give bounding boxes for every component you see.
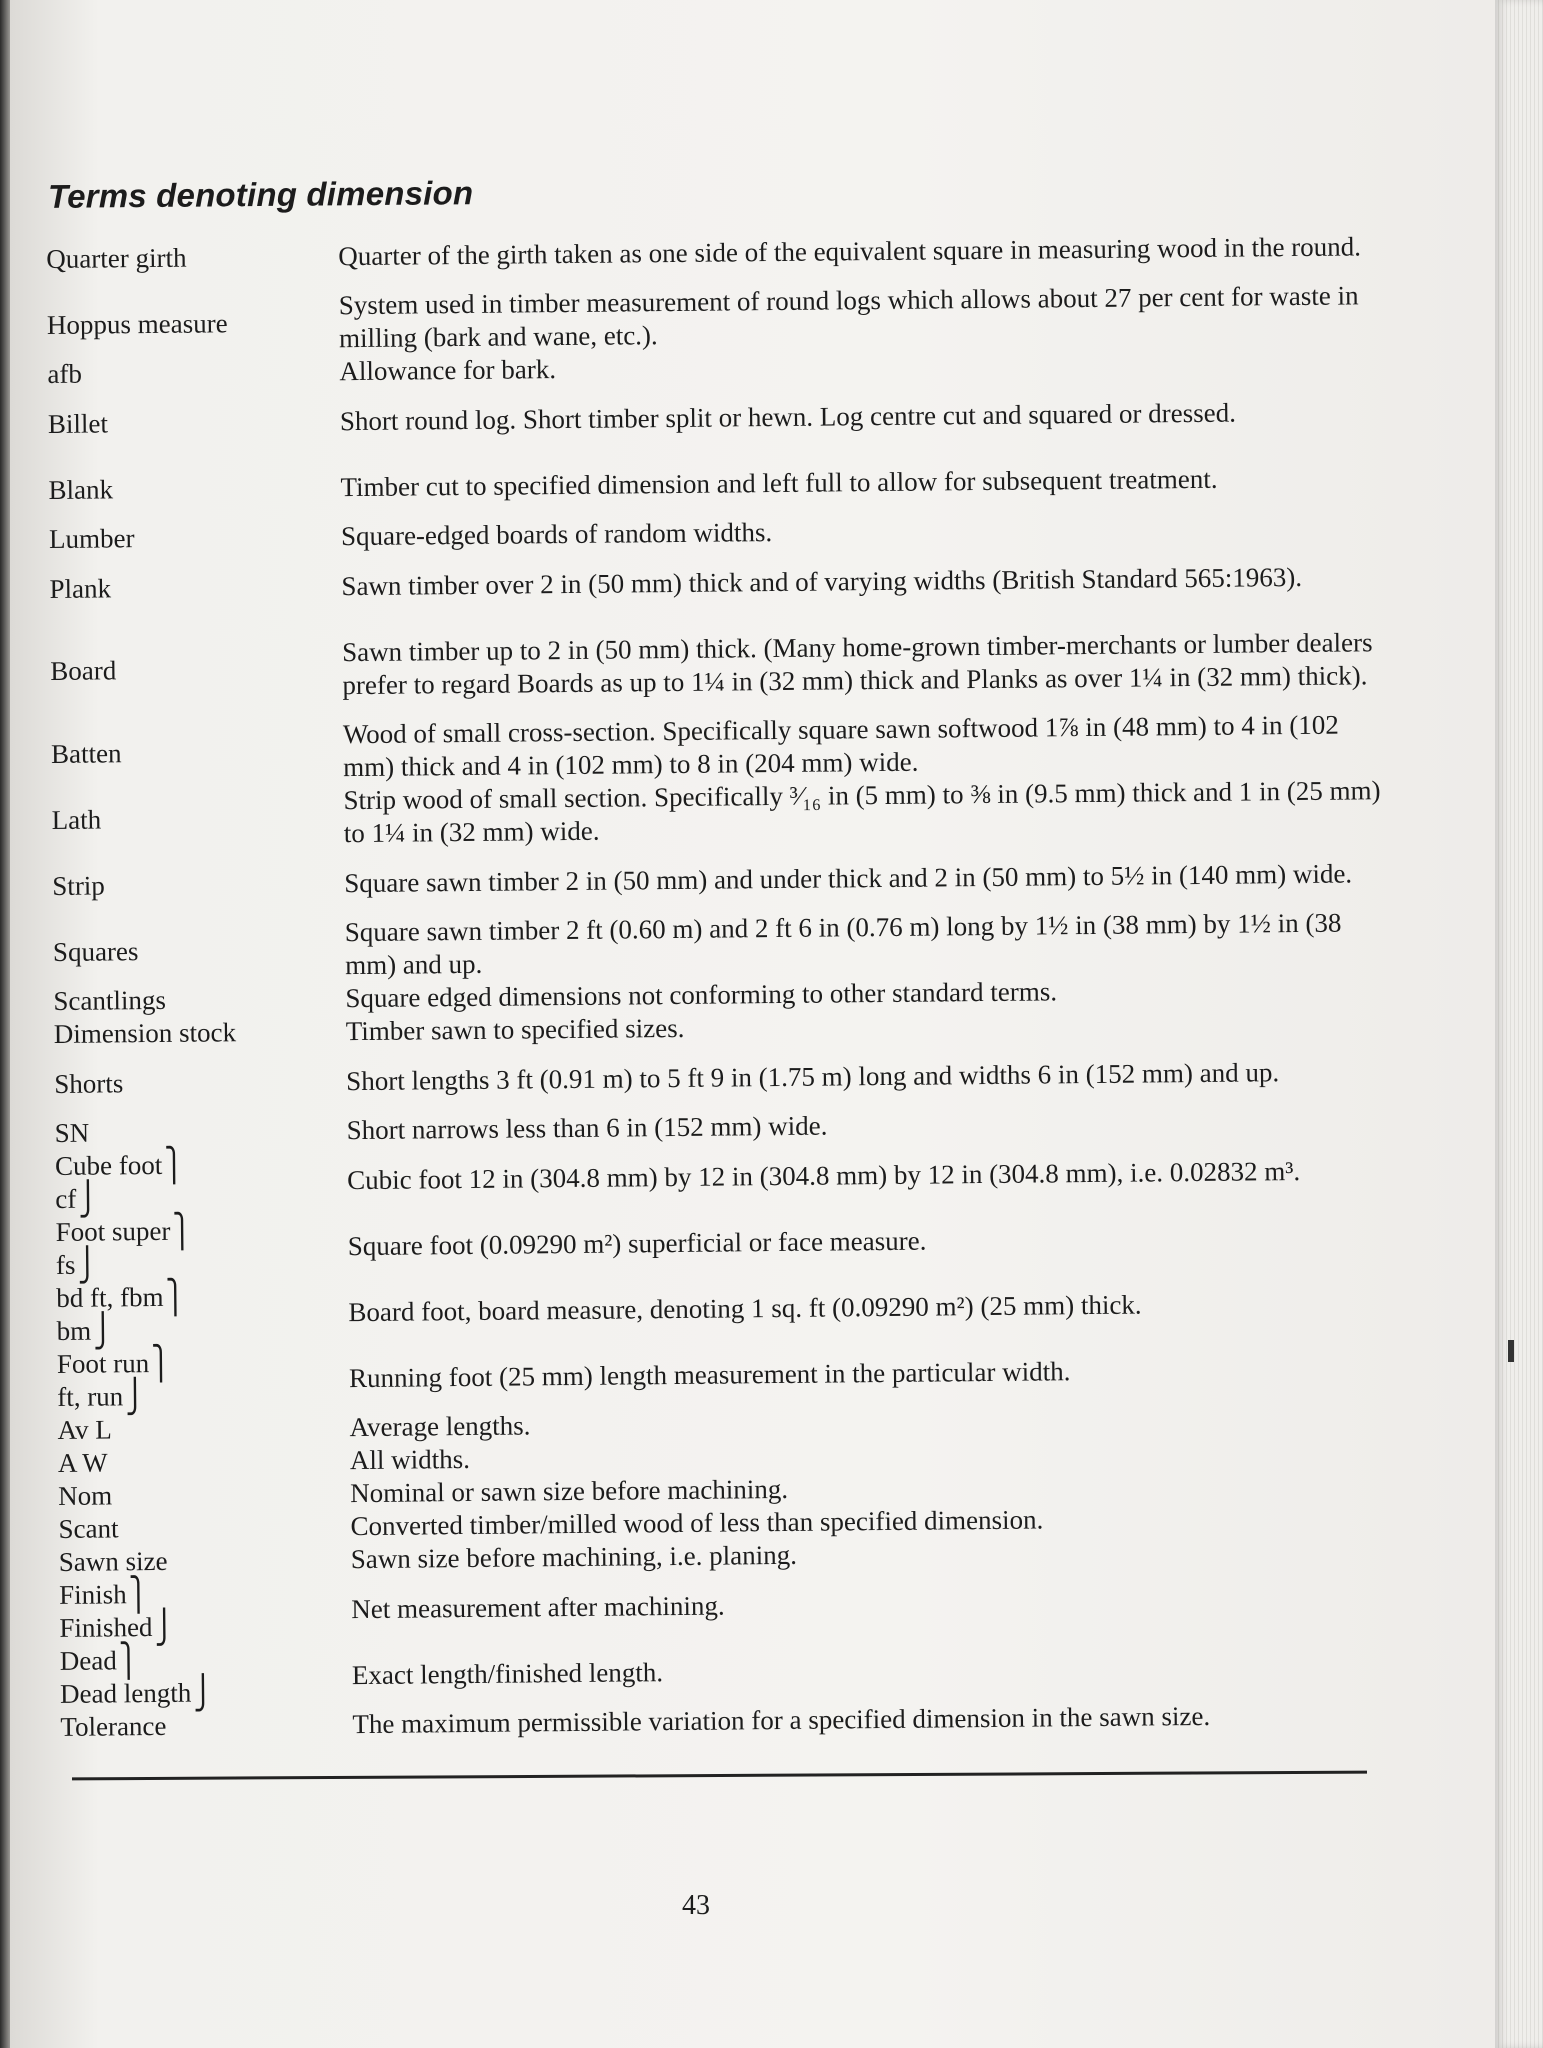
term-text: Strip [52, 869, 105, 901]
term-column [47, 355, 325, 391]
term [54, 1065, 332, 1101]
definition: Average lengths. [349, 1410, 531, 1443]
term [56, 1246, 334, 1282]
term-column [56, 1213, 335, 1282]
definition: System used in timber measurement of round logs which allows about 27 per cent for waste in milling (bark and wane, etc.). [338, 280, 1359, 354]
term-text: Dead length [59, 1677, 192, 1709]
brace-mark: ⎫ [128, 1576, 149, 1613]
definition: Allowance for bark. [339, 354, 557, 387]
brace-mark: ⎭ [193, 1674, 213, 1712]
term [46, 240, 324, 276]
term-column [58, 1477, 336, 1513]
glossary-list [46, 213, 1391, 1744]
glossary-entry [51, 774, 1382, 853]
term-column [59, 1543, 337, 1579]
margin-mark [1508, 1340, 1514, 1362]
term-text: Tolerance [60, 1710, 167, 1742]
brace-mark: ⎭ [125, 1378, 145, 1415]
term [59, 1576, 337, 1612]
term [50, 652, 328, 688]
brace-mark: ⎫ [118, 1642, 139, 1679]
term [55, 1114, 333, 1150]
brace-mark: ⎫ [172, 1213, 193, 1250]
term-text: Dead [59, 1645, 117, 1676]
definition: The maximum permissible variation for a specified dimension in the sawn size. [352, 1700, 1211, 1740]
term-text: cf [55, 1183, 77, 1214]
definition: Exact length/finished length. [351, 1656, 664, 1690]
definition: Board foot, board measure, denoting 1 sq. ft (0.09290 m²) (25 mm) thick. [348, 1289, 1142, 1327]
term-column [47, 306, 325, 342]
term-text: Shorts [54, 1067, 124, 1099]
term-column [49, 570, 327, 606]
term-column [51, 735, 329, 771]
glossary-entry [50, 609, 1381, 721]
term [52, 867, 330, 903]
definition: Nominal or sawn size before machining. [350, 1473, 789, 1509]
definition: Strip wood of small section. Specifically ³⁄₁₆ in (5 mm) to ⅜ in (9.5 mm) thick and 1 in (25 mm) to 1¼ in (32 mm) wide. [343, 775, 1381, 849]
book-binding-edge [0, 0, 10, 2048]
term-text: bd ft, fbm [56, 1281, 164, 1313]
definition: Timber sawn to specified sizes. [345, 1012, 685, 1047]
definition: All widths. [349, 1443, 471, 1476]
brace-mark: ⎭ [78, 1180, 99, 1218]
book-page [10, 0, 1495, 2048]
term-text: Sawn size [58, 1545, 168, 1577]
term-text: Board [50, 655, 117, 686]
term-text: Lath [51, 803, 102, 835]
definition: Square foot (0.09290 m²) superficial or face measure. [347, 1225, 927, 1261]
term-text: SN [54, 1117, 90, 1148]
term-text: Av L [57, 1414, 112, 1445]
brace-mark: ⎭ [154, 1609, 175, 1646]
term-column [48, 405, 326, 441]
term-text: Plank [49, 572, 112, 604]
term-text: Hoppus measure [46, 307, 228, 340]
term [49, 520, 327, 556]
term-text: Foot run [56, 1348, 150, 1379]
term [53, 933, 331, 969]
term [48, 471, 326, 507]
term [57, 1378, 335, 1414]
term-text: A W [57, 1447, 108, 1478]
term-text: Dimension stock [53, 1017, 237, 1049]
term [55, 1180, 333, 1216]
term-text: Scant [58, 1513, 119, 1544]
term [47, 355, 325, 391]
definition: Short round log. Short timber split or hewn. Log centre cut and squared or dressed. [339, 397, 1237, 436]
page-stack-edge [1495, 0, 1543, 2048]
term-column [49, 520, 327, 556]
definition: Sawn timber over 2 in (50 mm) thick and of varying widths (British Standard 565:1963). [341, 561, 1303, 601]
definition: Quarter of the girth taken as one side of the equivalent square in measuring wood in the round. [338, 230, 1362, 271]
bottom-rule [72, 1771, 1367, 1781]
term-column [48, 471, 326, 507]
term [58, 1477, 336, 1513]
term [60, 1675, 338, 1711]
definition: Running foot (25 mm) length measurement in the particular width. [348, 1355, 1071, 1393]
term [57, 1411, 335, 1447]
term-text: Finish [58, 1579, 127, 1610]
term-text: Quarter girth [46, 242, 187, 274]
page-number: 43 [682, 1890, 710, 1921]
term-text: Blank [48, 473, 114, 505]
term-text: Squares [52, 935, 139, 967]
term [59, 1609, 337, 1645]
brace-mark: ⎫ [165, 1279, 186, 1316]
term-column [50, 652, 328, 688]
definition: Timber cut to specified dimension and left full to allow for subsequent treatment. [340, 463, 1218, 502]
term [54, 1015, 332, 1051]
term-column [57, 1411, 335, 1447]
brace-mark: ⎫ [164, 1147, 184, 1184]
section-heading: Terms denoting dimension [47, 174, 474, 215]
term-column [52, 801, 330, 837]
term-text: bm [56, 1315, 92, 1346]
term [52, 801, 330, 837]
term-column [59, 1576, 338, 1645]
term [51, 735, 329, 771]
term [48, 405, 326, 441]
term-text: Finished [59, 1612, 153, 1643]
definition: Converted timber/milled wood of less than specified dimension. [350, 1504, 1044, 1542]
term [47, 306, 325, 342]
definition: Short lengths 3 ft (0.91 m) to 5 ft 9 in (1.75 m) long and widths 6 in (152 mm) and up. [346, 1056, 1280, 1096]
term-column [54, 1015, 332, 1051]
term-text: Nom [58, 1480, 113, 1511]
term-column [58, 1444, 336, 1480]
term-column [55, 1114, 333, 1150]
term-text: afb [47, 358, 83, 389]
definition: Square sawn timber 2 ft (0.60 m) and 2 ft 6 in (0.76 m) long by 1½ in (38 mm) by 1½ in (38 mm) and up. [344, 907, 1342, 981]
definition: Sawn timber up to 2 in (50 mm) thick. (Many home-grown timber-merchants or lumber dealers prefer to regard Boards as up to 1¼ in (32 mm) thick and Planks as over 1¼ in (32 mm) thick). [341, 626, 1373, 700]
term [58, 1444, 336, 1480]
brace-mark: ⎫ [151, 1345, 171, 1382]
term-text: Lumber [48, 523, 135, 554]
definition: Cubic foot 12 in (304.8 mm) by 12 in (304.8 mm) by 12 in (304.8 mm), i.e. 0.02832 m³. [347, 1155, 1301, 1195]
definition: Short narrows less than 6 in (152 mm) wide. [346, 1110, 828, 1146]
term-column [58, 1510, 336, 1546]
definition: Square sawn timber 2 in (50 mm) and under thick and 2 in (50 mm) to 5½ in (140 mm) wide. [344, 857, 1353, 898]
term-column [60, 1642, 339, 1711]
term [58, 1510, 336, 1546]
definition: Net measurement after machining. [351, 1590, 725, 1624]
term-text: Scantlings [53, 984, 167, 1016]
definition: Wood of small cross-section. Specifically square sawn softwood 1⅞ in (48 mm) to 4 in (102 mm) thick and 4 in (102 mm) to 8 in (204 mm) wide. [342, 709, 1339, 783]
term-column [53, 933, 331, 969]
term [59, 1543, 337, 1579]
term-column [55, 1147, 334, 1216]
brace-mark: ⎭ [92, 1312, 113, 1350]
definition: Square edged dimensions not conforming to other standard terms. [345, 976, 1058, 1014]
term [56, 1312, 334, 1348]
term-column [53, 982, 331, 1018]
term-text: Cube foot [54, 1149, 163, 1181]
definition: Square-edged boards of random widths. [340, 517, 773, 552]
term-text: Foot super [55, 1215, 171, 1247]
term-text: Batten [50, 737, 122, 769]
term-column [57, 1345, 336, 1414]
term-column [56, 1279, 335, 1348]
term [49, 570, 327, 606]
term [53, 982, 331, 1018]
definition: Sawn size before machining, i.e. planing. [350, 1539, 798, 1575]
term-text: fs [55, 1249, 76, 1280]
term-text: Billet [47, 407, 109, 439]
term-column [54, 1065, 332, 1101]
brace-mark: ⎭ [77, 1246, 98, 1284]
term-text: ft, run [57, 1381, 124, 1412]
term-column [52, 867, 330, 903]
term-column [46, 240, 324, 276]
